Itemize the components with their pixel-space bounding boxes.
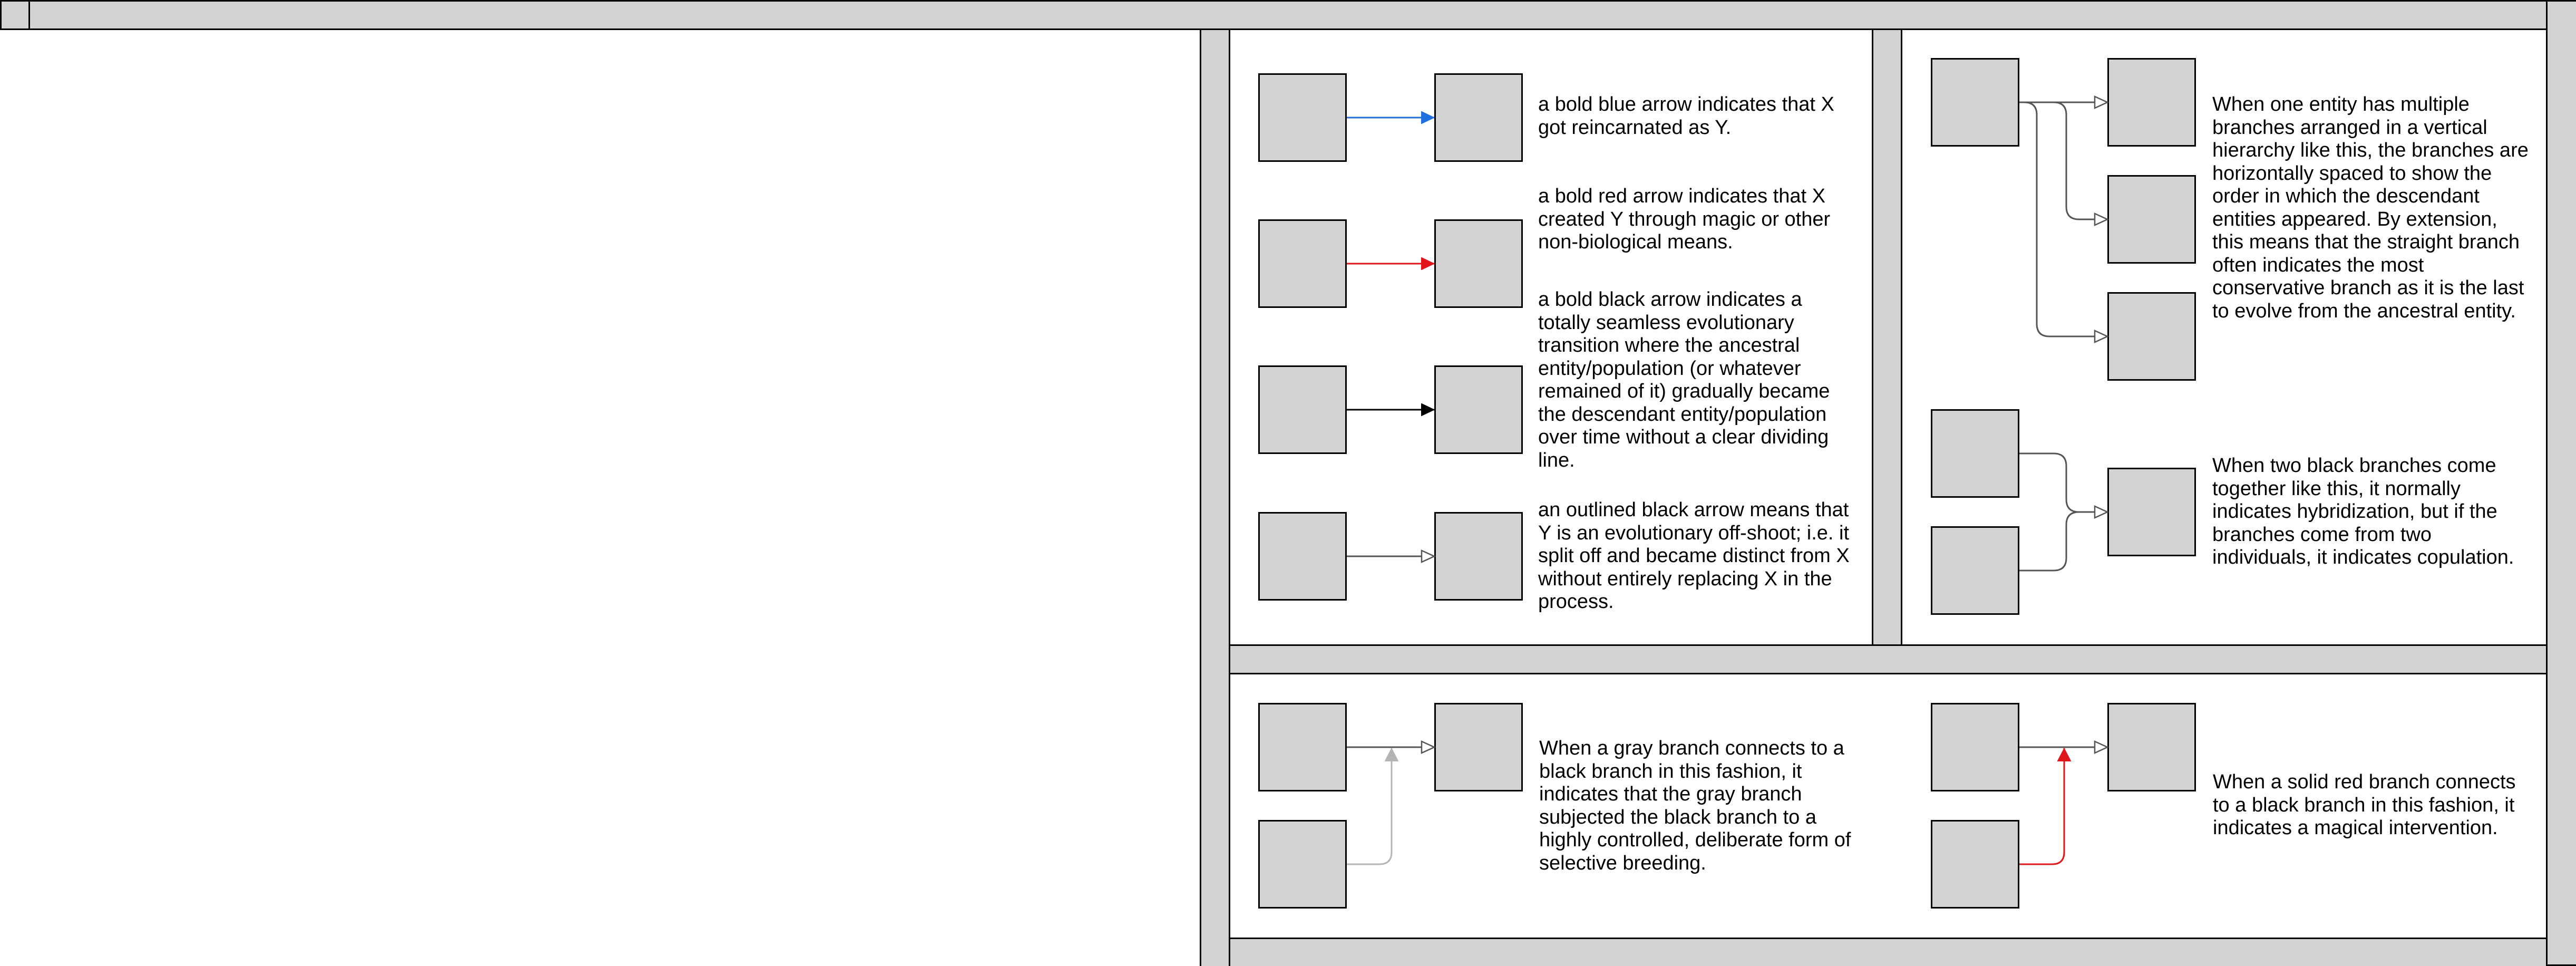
merge-branch-lower — [2019, 512, 2079, 571]
gray-intervention-branch — [1347, 748, 1392, 864]
blue-arrow-description: a bold blue arrow indicates that X got reincarnated as Y. — [1538, 93, 1834, 139]
red-arrow-description: a bold red arrow indicates that X created Y through magic or other non-biological means. — [1538, 185, 1831, 253]
red-intervention-description: When a solid red branch connects to a black branch in this fashion, it indicates a magical intervention. — [2213, 771, 2516, 839]
gray-intervention-description: When a gray branch connects to a black branch in this fashion, it indicates that the gray branch subjected the black branch to a highly controlled, deliberate form of selective breeding. — [1539, 737, 1851, 874]
black-arrow-description: a bold black arrow indicates a totally seamless evolutionary transition where the ancestral entity/population (or whatever remained of it) gradually became the descendant entity/population over time without a clear dividing line. — [1538, 288, 1830, 471]
red-intervention-branch — [2019, 748, 2064, 864]
hierarchy-description: When one entity has multiple branches arranged in a vertical hierarchy like this, the branches are horizontally spaced to show the order in which the descendant entities appeared. By extension, this means that the straight branch often indicates the most conservative branch as it is the last to evolve from the ancestral entity. — [2212, 93, 2529, 322]
branch-to-descendant-2 — [2019, 102, 2107, 219]
merge-branch-upper — [2019, 453, 2107, 512]
outlined-arrow-description: an outlined black arrow means that Y is an evolutionary off-shoot; i.e. it split off and became distinct from X without entirely replacing X in the process. — [1538, 499, 1850, 613]
merge-description: When two black branches come together like this, it normally indicates hybridization, but if the branches come from two individuals, it indicates copulation. — [2212, 455, 2514, 568]
